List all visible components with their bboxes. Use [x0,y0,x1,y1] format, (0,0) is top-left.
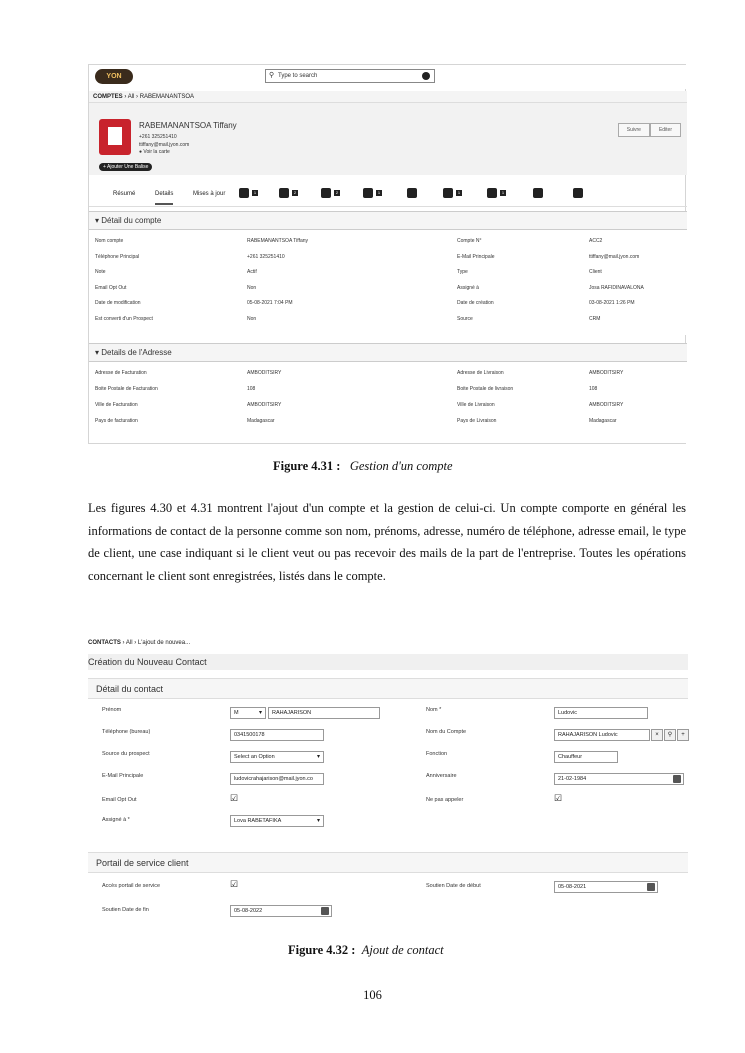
field-value: AMBODITSIRY [247,370,282,376]
breadcrumb-module[interactable]: COMPTES [93,94,123,100]
panel-title[interactable]: ▾ Détail du compte [89,212,687,230]
account-phone: +261 325251410 [139,134,177,140]
quotes-icon[interactable] [321,188,331,198]
tab-count: 1 [457,190,461,195]
account-name: RABEMANANTSOA Tiffany [139,121,237,130]
breadcrumb-module[interactable]: CONTACTS [88,640,121,646]
tab-count: 2 [335,190,339,195]
header-actions [618,123,681,137]
account-detail-panel [89,211,687,335]
chevron-down-icon: ▾ [258,710,262,716]
map-link[interactable]: ● Voir la carte [139,149,170,155]
field-value: Client [589,269,602,275]
search-dropdown-icon[interactable] [422,72,430,80]
office-phone-label: Téléphone (bureau) [102,729,151,735]
edit-button[interactable]: Editer [650,123,681,137]
portal-access-checkbox[interactable]: ☑ [230,879,239,889]
record-header [89,103,687,175]
account-name-input[interactable]: RAHAJARISON Ludovic [554,729,650,741]
page-number: 106 [363,988,382,1002]
email-icon[interactable] [443,188,453,198]
field-label: Ville de Livraison [457,402,495,408]
app-logo[interactable]: YON [95,69,133,84]
field-label: Adresse de Livraison [457,370,504,376]
tab-count: 1 [501,190,505,195]
email-opt-out-checkbox[interactable]: ☑ [230,793,239,803]
search-icon[interactable]: ⚲ [664,729,676,741]
email-label: E-Mail Principale [102,773,144,779]
account-name-label: Nom du Compte [426,729,467,735]
body-paragraph: Les figures 4.30 et 4.31 montrent l'ajout d'un compte et la gestion de celui-ci. Un compte comporte en général les informations de contact de la personne comme son nom, prénoms, adresse, numéro de téléphone, adresse email, le type de client, une case indiquant si le client veut ou pas recevoir des mails de la part de l'entreprise. Toutes les opérations concernant le client sont enregistrées, listés dans le compte. [88,501,686,584]
global-search-input[interactable] [265,69,435,83]
job-title-input[interactable]: Chauffeur [554,751,618,763]
section-title: Portail de service client [88,853,688,873]
support-start-label: Soutien Date de début [426,883,481,889]
follow-button[interactable]: Suivre [618,123,650,137]
field-value: 03-08-2021 1:26 PM [589,300,635,306]
breadcrumb-all[interactable]: All [125,640,133,646]
top-bar [89,65,687,89]
tab-updates[interactable]: Mises à jour [193,191,226,197]
lead-source-select[interactable]: Select an Option ▾ [230,751,324,763]
firstname-input[interactable]: RAHAJARISON [268,707,380,719]
chevron-down-icon: ▾ [316,754,320,760]
panel-title[interactable]: ▾ Details de l'Adresse [89,344,687,362]
figure-caption-1: Figure 4.31 : Gestion d'un compte [273,459,453,473]
field-value: AMBODITSIRY [589,370,624,376]
contact-detail-section [88,678,688,838]
field-value: ttiffany@mail.jyon.com [589,253,640,260]
breadcrumb-current: L'ajout de nouvea... [137,640,191,646]
field-value: 05-08-2021 7:04 PM [247,300,293,306]
office-phone-input[interactable]: 0341500178 [230,729,324,741]
firstname-label: Prénom [102,707,122,713]
email-input[interactable]: ludovicrahajarison@mail.jyon.co [230,773,324,785]
field-value: Actif [247,269,257,275]
calendar-icon[interactable] [321,907,329,915]
birthday-label: Anniversaire [426,773,457,779]
calendar-icon[interactable] [673,775,681,783]
chevron-down-icon: ▾ [316,818,320,824]
page-title: Création du Nouveau Contact [88,654,688,670]
tab-count: 1 [253,190,257,195]
field-label: Type [457,269,468,275]
field-value: Non [247,315,257,322]
support-start-input[interactable]: 05-08-2021 [554,881,658,893]
portal-access-label: Accès portail de service [102,883,161,889]
tab-summary[interactable]: Résumé [113,191,136,197]
clear-icon[interactable]: × [651,729,663,741]
customer-portal-section [88,852,688,926]
civility-select[interactable]: M ▾ [230,707,266,719]
figure-contact-screenshot [88,636,688,926]
field-label: Pays de facturation [95,418,138,424]
section-title: Détail du contact [88,679,688,699]
invoices-icon[interactable] [363,188,373,198]
field-value: RABEMANANTSOA Tiffany [247,238,309,244]
field-label: Note [95,269,106,275]
figure-caption-2: Figure 4.32 : Ajout de contact [288,943,444,957]
field-value: CRM [589,315,601,322]
lead-source-label: Source du prospect [102,751,150,757]
calendar-icon[interactable] [407,188,417,198]
field-value: Non [247,284,257,291]
field-value: 108 [589,386,598,392]
field-label: Boite Postale de livraison [457,386,514,392]
field-label: Adresse de Facturation [95,370,147,376]
support-end-label: Soutien Date de fin [102,907,149,913]
field-value: Madagascar [589,418,617,424]
assigned-to-select[interactable]: Lova RABETAFIKA ▾ [230,815,324,827]
field-label: Boite Postale de Facturation [95,386,158,392]
add-icon[interactable]: + [677,729,689,741]
field-value: ACC2 [589,238,603,244]
breadcrumb: CONTACTS › All › L'ajout de nouvea... [88,640,191,646]
breadcrumb-current: RABEMANANTSOA [139,94,195,100]
address-detail-panel [89,343,687,443]
breadcrumb-all[interactable]: All [127,94,135,100]
field-label: Source [457,315,473,322]
lastname-input[interactable]: Ludovic [554,707,648,719]
do-not-call-label: Ne pas appeler [426,797,464,803]
figure-account-screenshot [88,64,686,444]
search-placeholder: Type to search [278,73,318,79]
search-icon: ⚲ [269,72,275,79]
birthday-input[interactable]: 21-02-1984 [554,773,684,785]
email-opt-out-label: Email Opt Out [102,797,137,803]
field-label: Est converti d'un Prospect [95,315,153,322]
field-label: Date de modification [95,300,141,306]
job-title-label: Fonction [426,751,448,757]
record-tabs [89,179,687,207]
field-value: Josa RAFIDINAVALONA [589,284,644,291]
field-label: E-Mail Principale [457,253,495,260]
field-label: Date de création [457,300,494,306]
do-not-call-checkbox[interactable]: ☑ [554,793,563,803]
field-value: 108 [247,386,256,392]
services-icon[interactable] [573,188,583,198]
field-value: +261 325251410 [247,253,285,260]
contacts-icon[interactable] [239,188,249,198]
field-value: AMBODITSIRY [589,402,624,408]
lastname-label: Nom * [426,707,442,713]
breadcrumb: COMPTES › All › RABEMANANTSOA [89,91,687,103]
field-label: Ville de Facturation [95,402,138,408]
tab-count: 2 [293,190,297,195]
field-label: Assigné à [457,284,479,291]
calendar-icon[interactable] [647,883,655,891]
support-end-input[interactable]: 05-08-2022 [230,905,332,917]
field-label: Pays de Livraison [457,418,497,424]
field-label: Nom compte [95,238,124,244]
field-value: AMBODITSIRY [247,402,282,408]
products-icon[interactable] [533,188,543,198]
field-label: Email Opt Out [95,284,127,291]
assigned-to-label: Assigné à * [102,817,130,823]
account-building-icon [99,119,131,155]
documents-icon[interactable] [487,188,497,198]
tab-count: 1 [377,190,381,195]
potentials-icon[interactable] [279,188,289,198]
field-label: Compte N° [457,238,482,244]
add-tag-button[interactable]: + Ajouter Une Balise [99,163,152,171]
tab-details[interactable]: Details [155,191,173,205]
field-value: Madagascar [247,418,275,424]
account-email[interactable]: ttiffany@mail.jyon.com [139,142,190,148]
field-label: Téléphone Principal [95,253,140,260]
